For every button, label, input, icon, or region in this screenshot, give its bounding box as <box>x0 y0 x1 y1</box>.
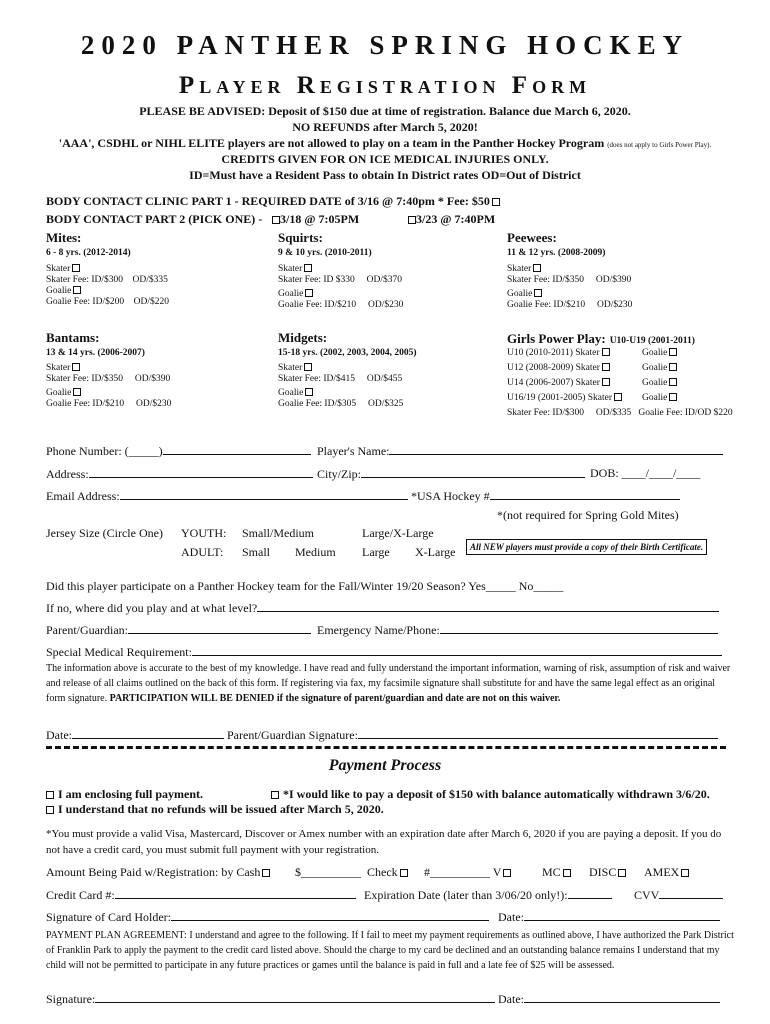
waiver-date-field[interactable]: Date: <box>46 727 224 743</box>
clinic-option-2[interactable]: 3/23 @ 7:40PM <box>406 212 495 227</box>
card-requirement-note: *You must provide a valid Visa, Mastercard, Discover or Amex number with an expiration date after March 6, 2020 if you are paying a deposit. If you do not have a credit card, you must submit full payment with your registration. <box>46 828 722 856</box>
girls-u16-skater-checkbox[interactable] <box>614 393 622 401</box>
waiver-date-input-line[interactable] <box>72 727 224 739</box>
final-date-input-line[interactable] <box>524 991 720 1003</box>
peewees-goalie-checkbox[interactable] <box>534 289 542 297</box>
final-date-field[interactable]: Date: <box>498 991 720 1007</box>
cash-checkbox[interactable] <box>262 869 270 877</box>
final-signature-field[interactable]: Signature: <box>46 991 495 1007</box>
mc-checkbox[interactable] <box>563 869 571 877</box>
parent-guardian-field[interactable]: Parent/Guardian: <box>46 622 311 638</box>
girls-u16-goalie-checkbox[interactable] <box>669 393 677 401</box>
girls-u14-skater-checkbox[interactable] <box>602 378 610 386</box>
squirts-goalie-checkbox[interactable] <box>305 289 313 297</box>
disc-checkbox[interactable] <box>618 869 626 877</box>
notice-deposit: PLEASE BE ADVISED: Deposit of $150 due at time of registration. Balance due March 6, 2020. <box>139 104 631 118</box>
visa-checkbox[interactable] <box>503 869 511 877</box>
full-payment-checkbox[interactable] <box>46 791 54 799</box>
category-mites: Mites: 6 - 8 yrs. (2012-2014) Skater Skater Fee: ID/$300 OD/$335 Goalie Goalie Fee: ID/$200 OD/$220 <box>46 230 169 307</box>
girls-u12-goalie: Goalie <box>642 363 677 373</box>
address-field[interactable]: Address: <box>46 466 313 482</box>
squirts-skater-checkbox[interactable] <box>304 264 312 272</box>
full-payment-option[interactable]: I am enclosing full payment. <box>46 787 203 802</box>
dob-field[interactable]: DOB: ____/____/____ <box>590 466 701 480</box>
payment-plan-agreement: PAYMENT PLAN AGREEMENT: I understand and agree to the following. If I fail to meet my payment requirements as outlined above, I have authorized the Park District of Franklin Park to apply the payment to the credit card listed above. Should the charge to my card be declined and an outstanding balance remains I understand that my child will not be permitted to participate in any future practices or games until the balance is paid in full and a late fee of $25 will be assessed. <box>46 930 734 971</box>
disc-option[interactable]: DISC <box>589 865 626 880</box>
girls-u14-goalie: Goalie <box>642 378 677 388</box>
deposit-checkbox[interactable] <box>271 791 279 799</box>
category-peewees: Peewees: 11 & 12 yrs. (2008-2009) Skater Skater Fee: ID/$350 OD/$390 Goalie Goalie Fee: ID/$210 OD/$230 <box>507 230 633 310</box>
girls-u10-row: U10 (2010-2011) Skater <box>507 348 610 358</box>
girls-u12-row: U12 (2008-2009) Skater <box>507 363 610 373</box>
usa-hockey-input-line[interactable] <box>490 488 680 500</box>
clinic-part1: BODY CONTACT CLINIC PART 1 - REQUIRED DATE of 3/16 @ 7:40pm * Fee: $50 <box>46 194 500 209</box>
amex-option[interactable]: AMEX <box>644 865 689 880</box>
city-zip-field[interactable]: City/Zip: <box>317 466 585 482</box>
girls-fees: Skater Fee: ID/$300 OD/$335 Goalie Fee: ID/OD $220 <box>507 408 733 418</box>
girls-u12-goalie-checkbox[interactable] <box>669 363 677 371</box>
expiration-field[interactable]: Expiration Date (later than 3/06/20 only!): <box>364 887 612 903</box>
clinic-option-1[interactable]: 3/18 @ 7:05PM <box>270 212 359 227</box>
prior-season-question[interactable]: Did this player participate on a Panther Hockey team for the Fall/Winter 19/20 Season? Yes_____ No_____ <box>46 579 564 593</box>
girls-u14-goalie-checkbox[interactable] <box>669 378 677 386</box>
mites-skater-checkbox[interactable] <box>72 264 80 272</box>
medical-input-line[interactable] <box>192 644 722 656</box>
amount-cash[interactable]: Amount Being Paid w/Registration: by Cash <box>46 865 270 880</box>
amex-checkbox[interactable] <box>681 869 689 877</box>
girls-u10-goalie-checkbox[interactable] <box>669 348 677 356</box>
waiver-signature-input-line[interactable] <box>358 727 718 739</box>
final-signature-input-line[interactable] <box>95 991 495 1003</box>
jersey-adult-label: ADULT: <box>181 545 224 559</box>
no-refund-checkbox[interactable] <box>46 806 54 814</box>
clinic-option-2-checkbox[interactable] <box>408 216 416 224</box>
card-holder-signature-input-line[interactable] <box>171 909 489 921</box>
jersey-adult-medium[interactable]: Medium <box>295 545 336 559</box>
payment-heading: Payment Process <box>328 757 442 774</box>
girls-u12-skater-checkbox[interactable] <box>602 363 610 371</box>
cut-line <box>46 746 726 749</box>
bantams-skater-checkbox[interactable] <box>72 363 80 371</box>
emergency-field[interactable]: Emergency Name/Phone: <box>317 622 718 638</box>
form-subtitle: Player Registration Form <box>178 72 592 99</box>
jersey-label: Jersey Size (Circle One) <box>46 526 163 540</box>
category-midgets: Midgets: 15-18 yrs. (2002, 2003, 2004, 2005) Skater Skater Fee: ID/$415 OD/$455 Goalie Goalie Fee: ID/$305 OD/$325 <box>278 330 417 409</box>
city-zip-input-line[interactable] <box>361 466 585 478</box>
phone-input-line[interactable] <box>163 443 311 455</box>
clinic-part2: BODY CONTACT PART 2 (PICK ONE) - <box>46 212 263 226</box>
phone-field[interactable]: Phone Number: (_____) <box>46 443 311 459</box>
jersey-youth-label: YOUTH: <box>181 526 227 540</box>
no-refund-ack[interactable]: I understand that no refunds will be issued after March 5, 2020. <box>46 802 384 817</box>
midgets-goalie-checkbox[interactable] <box>305 388 313 396</box>
girls-u10-goalie: Goalie <box>642 348 677 358</box>
category-bantams: Bantams: 13 & 14 yrs. (2006-2007) Skater Skater Fee: ID/$350 OD/$390 Goalie Goalie Fee: ID/$210 OD/$230 <box>46 330 172 409</box>
usa-hockey-field[interactable]: *USA Hockey # <box>411 488 680 504</box>
notice-refunds: NO REFUNDS after March 5, 2020! <box>292 120 478 134</box>
jersey-youth-small-medium[interactable]: Small/Medium <box>242 526 314 540</box>
card-holder-date-input-line[interactable] <box>524 909 720 921</box>
jersey-youth-large-xlarge[interactable]: Large/X-Large <box>362 526 434 540</box>
bantams-goalie-checkbox[interactable] <box>73 388 81 396</box>
check-option[interactable]: Check <box>367 865 408 880</box>
notice-elite: 'AAA', CSDHL or NIHL ELITE players are not allowed to play on a team in the Panther Hockey Program (does not apply to Girls Power Play). <box>58 136 712 150</box>
email-field[interactable]: Email Address: <box>46 488 408 504</box>
emergency-input-line[interactable] <box>440 622 718 634</box>
check-checkbox[interactable] <box>400 869 408 877</box>
category-girls-power-play: Girls Power Play: U10-U19 (2001-2011) <box>507 331 695 346</box>
amount-dollar-field[interactable]: $__________ <box>295 865 361 879</box>
cvv-input-line[interactable] <box>659 887 723 899</box>
girls-u10-skater-checkbox[interactable] <box>602 348 610 356</box>
expiration-input-line[interactable] <box>568 887 612 899</box>
girls-u16-goalie: Goalie <box>642 393 677 403</box>
player-name-input-line[interactable] <box>389 443 723 455</box>
prior-level-field[interactable]: If no, where did you play and at what level? <box>46 600 719 616</box>
birth-certificate-note: All NEW players must provide a copy of their Birth Certificate. <box>466 539 707 555</box>
girls-u14-row: U14 (2006-2007) Skater <box>507 378 610 388</box>
jersey-adult-small[interactable]: Small <box>242 545 271 559</box>
waiver-signature-field[interactable]: Parent/Guardian Signature: <box>227 727 718 743</box>
clinic-part1-checkbox[interactable] <box>492 198 500 206</box>
mc-option[interactable]: MC <box>542 865 571 880</box>
credit-card-input-line[interactable] <box>115 887 356 899</box>
player-name-field[interactable]: Player's Name: <box>317 443 723 459</box>
email-input-line[interactable] <box>120 488 408 500</box>
waiver-text: The information above is accurate to the best of my knowledge. I have read and fully understand the important information, warning of risk, assumption of risk and waiver and release of all claims outlined on the back of this form. If registering via fax, my facsimile signature shall substitute for and have the same legal effect as an original form signature. PARTICIPATION WILL BE DENIED if the signature of parent/guardian and date are not on this waiver. <box>46 663 731 704</box>
notice-credits: CREDITS GIVEN FOR ON ICE MEDICAL INJURIES ONLY. <box>221 152 549 166</box>
category-squirts: Squirts: 9 & 10 yrs. (2010-2011) Skater Skater Fee: ID $330 OD/$370 Goalie Goalie Fee: ID/$210 OD/$230 <box>278 230 404 310</box>
deposit-option[interactable]: *I would like to pay a deposit of $150 with balance automatically withdrawn 3/6/20. <box>271 787 710 802</box>
prior-level-input-line[interactable] <box>257 600 719 612</box>
check-number-visa[interactable]: #__________ V <box>424 865 511 880</box>
form-title: 2020 PANTHER SPRING HOCKEY <box>80 30 690 60</box>
jersey-adult-xlarge[interactable]: X-Large <box>415 545 456 559</box>
card-holder-signature-field[interactable]: Signature of Card Holder: <box>46 909 489 925</box>
midgets-skater-checkbox[interactable] <box>304 363 312 371</box>
parent-guardian-input-line[interactable] <box>128 622 311 634</box>
jersey-adult-large[interactable]: Large <box>362 545 390 559</box>
medical-field[interactable]: Special Medical Requirement: <box>46 644 722 660</box>
mites-goalie-checkbox[interactable] <box>73 286 81 294</box>
address-input-line[interactable] <box>89 466 313 478</box>
clinic-option-1-checkbox[interactable] <box>272 216 280 224</box>
girls-u16-row: U16/19 (2001-2005) Skater <box>507 393 622 403</box>
cvv-field[interactable]: CVV <box>634 887 723 903</box>
usa-hockey-note: *(not required for Spring Gold Mites) <box>497 508 679 522</box>
credit-card-field[interactable]: Credit Card #: <box>46 887 356 903</box>
notice-district: ID=Must have a Resident Pass to obtain In District rates OD=Out of District <box>189 168 581 182</box>
peewees-skater-checkbox[interactable] <box>533 264 541 272</box>
card-holder-date-field[interactable]: Date: <box>498 909 720 925</box>
